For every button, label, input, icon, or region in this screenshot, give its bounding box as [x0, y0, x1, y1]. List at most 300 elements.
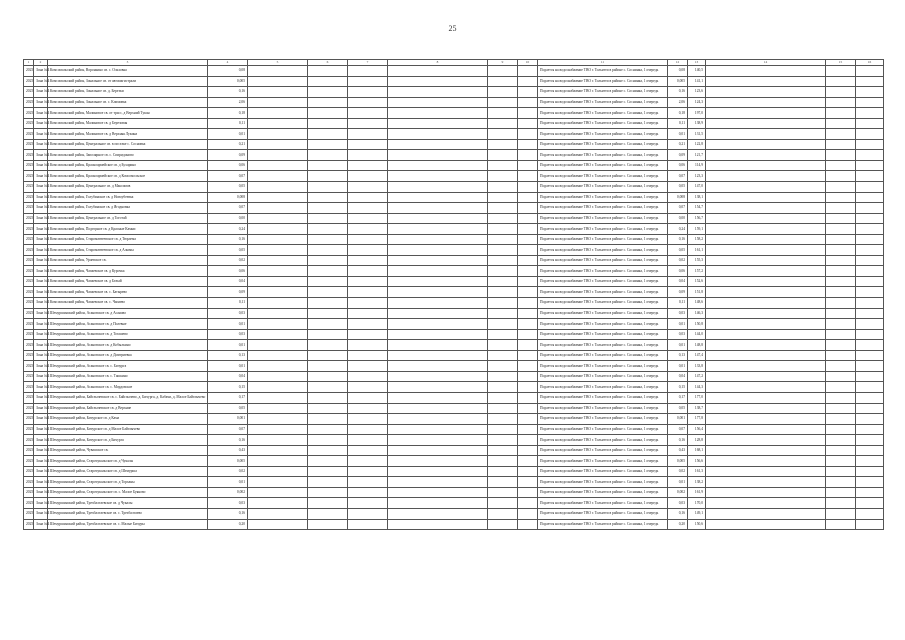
empty-cell — [706, 97, 826, 108]
empty-cell — [348, 87, 388, 98]
empty-cell — [856, 466, 884, 477]
empty-cell — [308, 329, 348, 340]
empty-cell — [388, 424, 488, 435]
cell-c13: 177,8 — [688, 414, 706, 425]
cell-year: 2025 — [24, 150, 34, 161]
cell-c13: 122,8 — [688, 139, 706, 150]
empty-cell — [348, 287, 388, 298]
cell-c13: 149,1 — [688, 508, 706, 519]
cell-note: Подается на водоснабжение ТВО г. Тольятти в районе с. Соснинка, 1 очередь — [538, 171, 668, 182]
table-row — [24, 340, 884, 351]
empty-cell — [518, 182, 538, 193]
cell-c12: 0,18 — [668, 108, 688, 119]
cell-val: 0,08 — [208, 66, 248, 77]
cell-year: 2025 — [24, 76, 34, 87]
empty-cell — [308, 224, 348, 235]
cell-c13: 138,1 — [688, 192, 706, 203]
empty-cell — [856, 403, 884, 414]
empty-cell — [348, 192, 388, 203]
empty-cell — [706, 192, 826, 203]
table-row — [24, 203, 884, 214]
empty-cell — [856, 234, 884, 245]
cell-c13: 133,8 — [688, 361, 706, 372]
empty-cell — [388, 66, 488, 77]
empty-cell — [488, 382, 518, 393]
cell-unit: Зона №4 — [34, 255, 48, 266]
cell-c13: 148,8 — [688, 340, 706, 351]
cell-year: 2025 — [24, 340, 34, 351]
empty-cell — [826, 298, 856, 309]
cell-year: 2025 — [24, 403, 34, 414]
cell-unit: Зона №4 — [34, 245, 48, 256]
empty-cell — [488, 403, 518, 414]
empty-cell — [856, 213, 884, 224]
cell-unit: Зона №4 — [34, 287, 48, 298]
cell-desc: Шемуршинский район, Трехбалтаевское св. д Чукалы — [48, 498, 208, 509]
cell-unit: Зона №4 — [34, 466, 48, 477]
column-number-cell: 6 — [308, 60, 348, 66]
cell-year: 2025 — [24, 382, 34, 393]
empty-cell — [826, 403, 856, 414]
empty-cell — [856, 340, 884, 351]
cell-c13: 114,9 — [688, 160, 706, 171]
cell-val: 0,21 — [208, 139, 248, 150]
cell-note: Подается на водоснабжение ТВО г. Тольятти в районе с. Соснинка, 1 очередь — [538, 203, 668, 214]
cell-year: 2025 — [24, 435, 34, 446]
cell-c13: 124,3 — [688, 97, 706, 108]
empty-cell — [826, 414, 856, 425]
empty-cell — [826, 519, 856, 530]
empty-cell — [248, 266, 308, 277]
empty-cell — [826, 266, 856, 277]
cell-year: 2025 — [24, 298, 34, 309]
cell-desc: Шемуршинский район, Бичурское св. д Кама — [48, 414, 208, 425]
cell-unit: Зона №4 — [34, 424, 48, 435]
empty-cell — [856, 287, 884, 298]
cell-val: 0,24 — [208, 224, 248, 235]
cell-year: 2025 — [24, 160, 34, 171]
empty-cell — [518, 371, 538, 382]
empty-cell — [706, 224, 826, 235]
cell-c12: 0,21 — [668, 139, 688, 150]
empty-cell — [248, 87, 308, 98]
empty-cell — [518, 392, 538, 403]
column-number-cell: 13 — [688, 60, 706, 66]
empty-cell — [388, 108, 488, 119]
empty-cell — [248, 213, 308, 224]
cell-c12: 0,05 — [668, 245, 688, 256]
empty-cell — [518, 308, 538, 319]
column-number-cell: 8 — [388, 60, 488, 66]
cell-val: 2,06 — [208, 97, 248, 108]
cell-note: Подается на водоснабжение ТВО г. Тольятти в районе с. Соснинка, 1 очередь — [538, 213, 668, 224]
empty-cell — [706, 76, 826, 87]
cell-unit: Зона №4 — [34, 340, 48, 351]
cell-note: Подается на водоснабжение ТВО г. Тольятти в районе с. Соснинка, 1 очередь — [538, 139, 668, 150]
cell-note: Подается на водоснабжение ТВО г. Тольятти в районе с. Соснинка, 1 очередь — [538, 477, 668, 488]
cell-val: 0,00 — [208, 213, 248, 224]
empty-cell — [308, 255, 348, 266]
cell-c12: 0,43 — [668, 445, 688, 456]
cell-desc: Комсомольский район, Заполярное св. с. Спиридоново — [48, 150, 208, 161]
empty-cell — [248, 150, 308, 161]
cell-desc: Комсомольский район, Зональное св. от автомагистрали — [48, 76, 208, 87]
empty-cell — [308, 466, 348, 477]
empty-cell — [826, 382, 856, 393]
cell-note: Подается на водоснабжение ТВО г. Тольятти в районе с. Соснинка, 1 очередь — [538, 255, 668, 266]
empty-cell — [248, 371, 308, 382]
empty-cell — [518, 224, 538, 235]
cell-c12: 0,008 — [668, 192, 688, 203]
table-row — [24, 435, 884, 446]
empty-cell — [348, 508, 388, 519]
cell-note: Подается на водоснабжение ТВО г. Тольятти в районе с. Соснинка, 1 очередь — [538, 371, 668, 382]
cell-c12: 0,09 — [668, 287, 688, 298]
empty-cell — [308, 487, 348, 498]
cell-year: 2025 — [24, 477, 34, 488]
empty-cell — [348, 403, 388, 414]
cell-unit: Зона №4 — [34, 276, 48, 287]
cell-val: 0,01 — [208, 477, 248, 488]
empty-cell — [488, 150, 518, 161]
cell-desc: Шемуршинский район, Чувашское св. — [48, 445, 208, 456]
cell-note: Подается на водоснабжение ТВО г. Тольятти в районе с. Соснинка, 1 очередь — [538, 287, 668, 298]
cell-desc: Шемуршинский район, Байглычевское св. д Верхние — [48, 403, 208, 414]
empty-cell — [388, 171, 488, 182]
cell-c13: 161,9 — [688, 487, 706, 498]
empty-cell — [856, 477, 884, 488]
table-row — [24, 382, 884, 393]
empty-cell — [308, 424, 348, 435]
cell-desc: Комсомольский район, Вороньино св. с. Ольховка — [48, 66, 208, 77]
empty-cell — [856, 150, 884, 161]
cell-c12: 0,01 — [668, 319, 688, 330]
cell-c13: 138,9 — [688, 118, 706, 129]
cell-unit: Зона №4 — [34, 129, 48, 140]
cell-note: Подается на водоснабжение ТВО г. Тольятти в районе с. Соснинка, 1 очередь — [538, 361, 668, 372]
table-row — [24, 298, 884, 309]
cell-desc: Шемуршинский район, Трехбалтаевское св. с. Трехбалтаево — [48, 508, 208, 519]
cell-year: 2025 — [24, 234, 34, 245]
empty-cell — [856, 382, 884, 393]
cell-val: 0,06 — [208, 160, 248, 171]
empty-cell — [488, 350, 518, 361]
cell-c13: 156,6 — [688, 456, 706, 467]
cell-desc: Шемуршинский район, Старочукальское св. д Чукалы — [48, 456, 208, 467]
cell-c13: 123,3 — [688, 171, 706, 182]
cell-desc: Комсомольский район, Центральное св. в поселке с. Сосновка — [48, 139, 208, 150]
cell-year: 2025 — [24, 171, 34, 182]
cell-c13: 147,2 — [688, 371, 706, 382]
cell-c13: 123,6 — [688, 87, 706, 98]
table-row — [24, 445, 884, 456]
empty-cell — [488, 487, 518, 498]
column-number-cell: 14 — [706, 60, 826, 66]
cell-c13: 152,6 — [688, 276, 706, 287]
cell-c13: 144,3 — [688, 382, 706, 393]
cell-c12: 0,002 — [668, 487, 688, 498]
cell-note: Подается на водоснабжение ТВО г. Тольятти в районе с. Соснинка, 1 очередь — [538, 308, 668, 319]
empty-cell — [488, 76, 518, 87]
empty-cell — [388, 382, 488, 393]
empty-cell — [248, 76, 308, 87]
empty-cell — [348, 234, 388, 245]
empty-cell — [706, 329, 826, 340]
cell-note: Подается на водоснабжение ТВО г. Тольятти в районе с. Соснинка, 1 очередь — [538, 519, 668, 530]
column-number-cell: 3 — [48, 60, 208, 66]
empty-cell — [348, 371, 388, 382]
empty-cell — [706, 340, 826, 351]
cell-year: 2025 — [24, 87, 34, 98]
cell-val: 0,04 — [208, 276, 248, 287]
empty-cell — [826, 255, 856, 266]
cell-note: Подается на водоснабжение ТВО г. Тольятти в районе с. Соснинка, 1 очередь — [538, 382, 668, 393]
empty-cell — [488, 519, 518, 530]
empty-cell — [348, 498, 388, 509]
empty-cell — [388, 435, 488, 446]
cell-unit: Зона №4 — [34, 87, 48, 98]
empty-cell — [826, 445, 856, 456]
empty-cell — [856, 371, 884, 382]
empty-cell — [248, 319, 308, 330]
table-row — [24, 234, 884, 245]
table-row — [24, 108, 884, 119]
empty-cell — [826, 224, 856, 235]
empty-cell — [348, 108, 388, 119]
cell-year: 2025 — [24, 203, 34, 214]
cell-c12: 0,005 — [668, 456, 688, 467]
empty-cell — [856, 519, 884, 530]
cell-year: 2025 — [24, 213, 34, 224]
empty-cell — [308, 182, 348, 193]
cell-desc: Шемуршинский район, Асановское св. с. Мордовское — [48, 382, 208, 393]
empty-cell — [518, 245, 538, 256]
cell-unit: Зона №4 — [34, 266, 48, 277]
empty-cell — [826, 182, 856, 193]
cell-year: 2025 — [24, 97, 34, 108]
cell-year: 2025 — [24, 329, 34, 340]
cell-c12: 0,13 — [668, 350, 688, 361]
empty-cell — [518, 298, 538, 309]
cell-val: 0,07 — [208, 203, 248, 214]
cell-c13: 147,0 — [688, 182, 706, 193]
empty-cell — [388, 298, 488, 309]
cell-c13: 131,5 — [688, 129, 706, 140]
empty-cell — [388, 445, 488, 456]
column-number-cell: 11 — [538, 60, 668, 66]
cell-c13: 155,3 — [688, 255, 706, 266]
empty-cell — [856, 118, 884, 129]
empty-cell — [518, 466, 538, 477]
cell-desc: Шемуршинский район, Старочукальское св. д Торханы — [48, 477, 208, 488]
empty-cell — [856, 350, 884, 361]
cell-c13: 156,7 — [688, 213, 706, 224]
cell-note: Подается на водоснабжение ТВО г. Тольятти в районе с. Соснинка, 1 очередь — [538, 66, 668, 77]
table-row — [24, 118, 884, 129]
empty-cell — [348, 340, 388, 351]
empty-cell — [388, 392, 488, 403]
empty-cell — [856, 203, 884, 214]
empty-cell — [706, 361, 826, 372]
empty-cell — [706, 392, 826, 403]
empty-cell — [388, 466, 488, 477]
empty-cell — [348, 308, 388, 319]
empty-cell — [856, 87, 884, 98]
cell-note: Подается на водоснабжение ТВО г. Тольятти в районе с. Соснинка, 1 очередь — [538, 129, 668, 140]
table-row — [24, 66, 884, 77]
empty-cell — [348, 477, 388, 488]
cell-val: 0,005 — [208, 76, 248, 87]
cell-note: Подается на водоснабжение ТВО г. Тольятти в районе с. Соснинка, 1 очередь — [538, 118, 668, 129]
empty-cell — [388, 97, 488, 108]
empty-cell — [856, 414, 884, 425]
empty-cell — [388, 192, 488, 203]
empty-cell — [488, 466, 518, 477]
empty-cell — [308, 498, 348, 509]
empty-cell — [348, 456, 388, 467]
table-row — [24, 519, 884, 530]
empty-cell — [388, 361, 488, 372]
empty-cell — [826, 87, 856, 98]
cell-unit: Зона №4 — [34, 150, 48, 161]
cell-year: 2025 — [24, 456, 34, 467]
empty-cell — [826, 329, 856, 340]
cell-note: Подается на водоснабжение ТВО г. Тольятти в районе с. Соснинка, 1 очередь — [538, 487, 668, 498]
empty-cell — [826, 171, 856, 182]
cell-note: Подается на водоснабжение ТВО г. Тольятти в районе с. Соснинка, 1 очередь — [538, 276, 668, 287]
empty-cell — [706, 456, 826, 467]
empty-cell — [388, 182, 488, 193]
empty-cell — [518, 424, 538, 435]
empty-cell — [706, 508, 826, 519]
empty-cell — [488, 203, 518, 214]
empty-cell — [348, 519, 388, 530]
empty-cell — [388, 213, 488, 224]
cell-unit: Зона №4 — [34, 298, 48, 309]
data-table — [23, 59, 884, 530]
table-row — [24, 76, 884, 87]
empty-cell — [308, 118, 348, 129]
empty-cell — [856, 498, 884, 509]
empty-cell — [248, 445, 308, 456]
cell-c12: 0,09 — [668, 150, 688, 161]
cell-c13: 157,2 — [688, 266, 706, 277]
cell-c12: 0,03 — [668, 329, 688, 340]
cell-unit: Зона №4 — [34, 445, 48, 456]
empty-cell — [706, 66, 826, 77]
cell-desc: Комсомольский район, Подгорное св. д Красные Камни — [48, 224, 208, 235]
table-row — [24, 350, 884, 361]
cell-c12: 0,11 — [668, 118, 688, 129]
cell-note: Подается на водоснабжение ТВО г. Тольятти в районе с. Соснинка, 1 очередь — [538, 150, 668, 161]
column-number-cell: 4 — [208, 60, 248, 66]
empty-cell — [348, 466, 388, 477]
empty-cell — [706, 298, 826, 309]
column-number-cell: 1 — [24, 60, 34, 66]
empty-cell — [706, 308, 826, 319]
table-row — [24, 392, 884, 403]
cell-desc: Шемуршинский район, Старочукальское св. с. Малое Буяново — [48, 487, 208, 498]
empty-cell — [308, 298, 348, 309]
empty-cell — [488, 266, 518, 277]
cell-val: 0,11 — [208, 118, 248, 129]
cell-val: 0,01 — [208, 340, 248, 351]
cell-c13: 159,1 — [688, 224, 706, 235]
cell-desc: Комсомольский район, Чапаевское св. д Белый — [48, 276, 208, 287]
empty-cell — [488, 435, 518, 446]
empty-cell — [348, 224, 388, 235]
cell-c12: 0,01 — [668, 129, 688, 140]
empty-cell — [248, 308, 308, 319]
empty-cell — [518, 213, 538, 224]
empty-cell — [248, 139, 308, 150]
empty-cell — [388, 403, 488, 414]
empty-cell — [826, 361, 856, 372]
empty-cell — [488, 319, 518, 330]
empty-cell — [388, 276, 488, 287]
table-row — [24, 487, 884, 498]
empty-cell — [308, 340, 348, 351]
empty-cell — [518, 118, 538, 129]
cell-year: 2025 — [24, 192, 34, 203]
column-number-cell: 9 — [488, 60, 518, 66]
empty-cell — [518, 456, 538, 467]
cell-desc: Комсомольский район, Малиновое св. д Березовая — [48, 118, 208, 129]
empty-cell — [248, 414, 308, 425]
empty-cell — [856, 139, 884, 150]
cell-year: 2025 — [24, 414, 34, 425]
empty-cell — [388, 350, 488, 361]
empty-cell — [308, 519, 348, 530]
empty-cell — [248, 245, 308, 256]
cell-c12: 0,06 — [668, 266, 688, 277]
cell-c13: 154,7 — [688, 203, 706, 214]
cell-desc: Комсомольский район, Малиновое св. д Верхняя Лукина — [48, 129, 208, 140]
empty-cell — [388, 340, 488, 351]
table-row — [24, 245, 884, 256]
empty-cell — [248, 361, 308, 372]
cell-c12: 0,02 — [668, 466, 688, 477]
cell-unit: Зона №4 — [34, 392, 48, 403]
empty-cell — [856, 129, 884, 140]
cell-year: 2025 — [24, 487, 34, 498]
empty-cell — [348, 129, 388, 140]
column-number-cell: 15 — [826, 60, 856, 66]
table-row — [24, 329, 884, 340]
empty-cell — [488, 213, 518, 224]
cell-c12: 0,03 — [668, 308, 688, 319]
empty-cell — [706, 319, 826, 330]
table-row — [24, 371, 884, 382]
cell-unit: Зона №4 — [34, 76, 48, 87]
empty-cell — [706, 382, 826, 393]
table-row — [24, 213, 884, 224]
cell-desc: Комсомольский район, Голубинское св. д Новоубеевка — [48, 192, 208, 203]
cell-desc: Комсомольский район, Малиновое св. от трасс, д Верхний Тукан — [48, 108, 208, 119]
empty-cell — [518, 477, 538, 488]
empty-cell — [488, 361, 518, 372]
cell-year: 2025 — [24, 224, 34, 235]
empty-cell — [388, 118, 488, 129]
empty-cell — [488, 97, 518, 108]
cell-unit: Зона №4 — [34, 182, 48, 193]
cell-val: 0,01 — [208, 361, 248, 372]
empty-cell — [308, 234, 348, 245]
cell-c12: 0,20 — [668, 519, 688, 530]
cell-unit: Зона №4 — [34, 118, 48, 129]
table-row — [24, 508, 884, 519]
cell-desc: Комсомольский район, Голубинское св. д Ягодновка — [48, 203, 208, 214]
